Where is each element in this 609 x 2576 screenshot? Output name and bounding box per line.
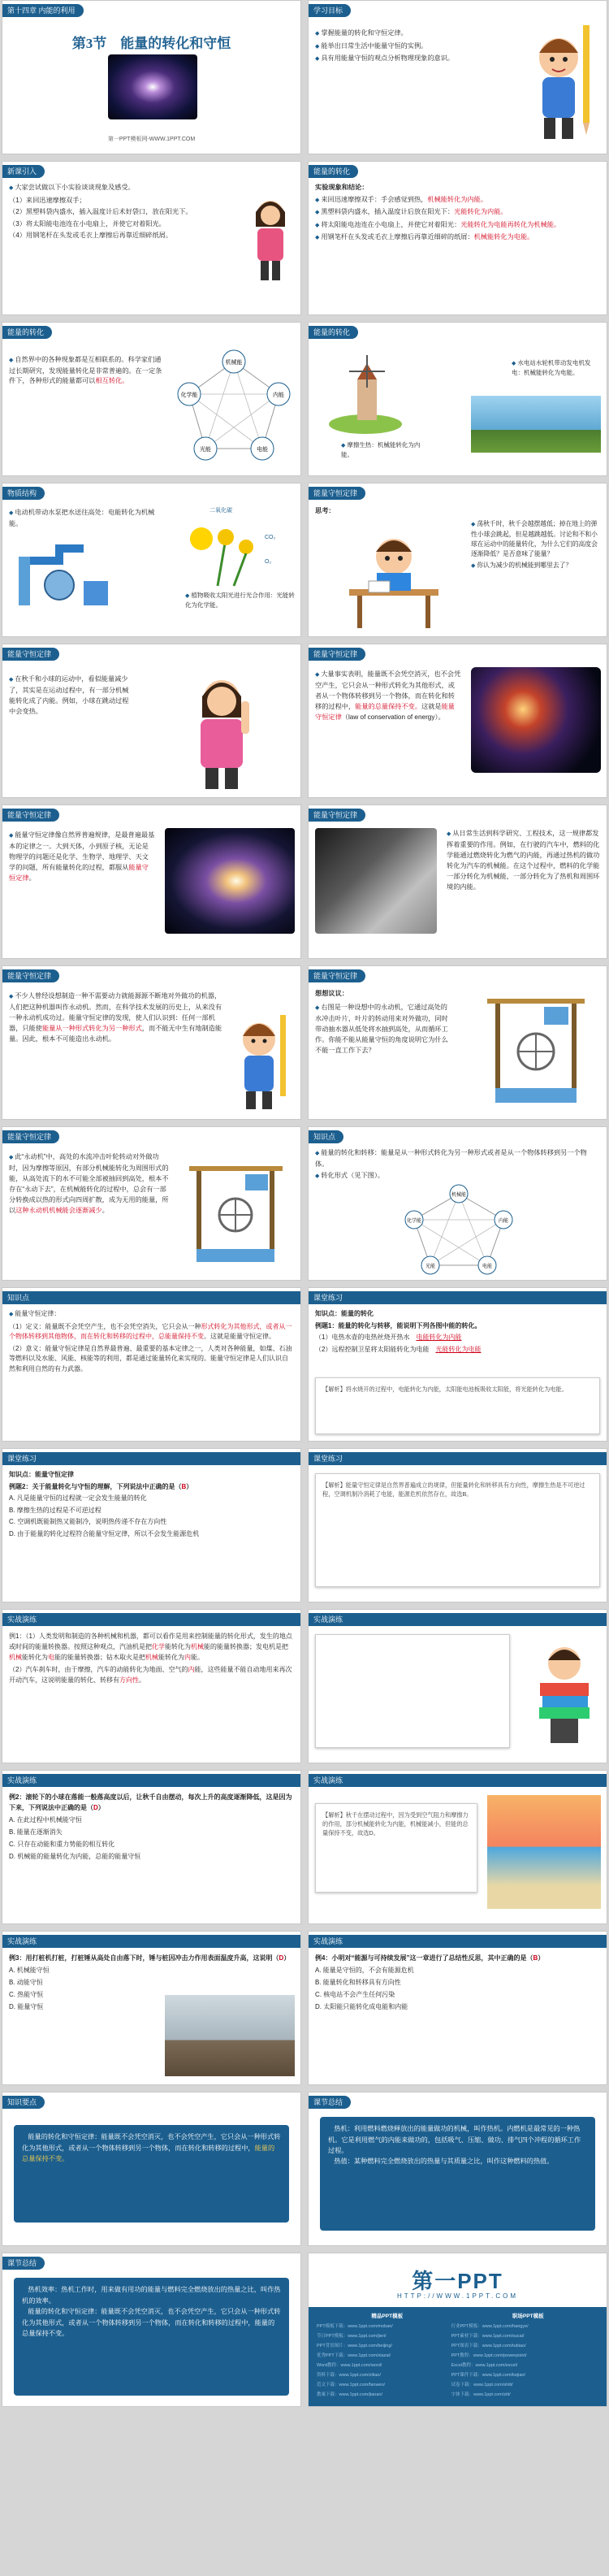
forms-text: ◆ 自然界中的各种现象都是互相联系的。科学家们通过长期研究，发现能量转化是非常普遍的。在一定条件下，各种形式的能量都可以相互转化。: [9, 355, 162, 387]
drill-question: 例1：（1）人类发明和制造的各种机械和机器，都可以看作是用来控制能量的转化形式，发生的地点或时间的能量转换器。按照这种观点，汽油机是把化学能转化为机械能的能量转换器；发电机是把机械能转化为电能的能量转换器；钻木取火是把机械能转化为内能。: [9, 1633, 292, 1661]
slide-row-9: [0, 1287, 609, 1443]
slide-header: 新课引入: [2, 165, 45, 178]
option-d[interactable]: D. 太阳能只能转化成电能和内能: [315, 2003, 408, 2010]
option-d[interactable]: D. 由于能量的转化过程符合能量守恒定律，所以不会发生能源危机: [9, 1529, 200, 1537]
slide-header: 能量守恒定律: [2, 969, 59, 982]
slide-knowledge-2[interactable]: [2, 1287, 301, 1442]
intro-item: （1）来回迅速摩擦双手；: [9, 196, 86, 204]
link-item[interactable]: 节日PPT模板：www.1ppt.com/jieri/: [317, 2334, 387, 2339]
analysis-card: 【解析】秋千在摆动过程中，因为受到空气阻力和摩擦力的作用，部分机械能转化为内能，机械能减小，但能的总量保持不变，故选D。: [315, 1803, 477, 1893]
galaxy-image: [165, 828, 295, 934]
slide-header: 知识点: [309, 1130, 343, 1143]
link-item[interactable]: 行业PPT模板：www.1ppt.com/hangye/: [451, 2324, 529, 2329]
slide-practice-2[interactable]: [2, 1448, 301, 1602]
result-item: ◆ 黑塑料袋内盛水，插入温度计后放在阳光下：光能转化为内能。: [315, 207, 600, 219]
option-d[interactable]: D. 机械能的能量转化为内能，总能的能量守恒: [9, 1853, 141, 1860]
discuss-label: 想想议议：: [315, 990, 348, 997]
knowledge-item: ◆ 转化形式（见下图）。: [315, 1171, 600, 1182]
link-item[interactable]: Word教程：www.1ppt.com/word/: [317, 2363, 382, 2368]
brand-url[interactable]: HTTP://WWW.1PPT.COM: [397, 2292, 518, 2300]
pile-driver-image: [165, 1995, 295, 2076]
intro-item: （4）用钢笔杆在头发或毛衣上摩擦后再靠近细碎纸屑。: [9, 232, 173, 239]
column-title: 精品PPT模板: [371, 2314, 404, 2319]
link-item[interactable]: PPT模板下载：www.1ppt.com/moban/: [317, 2324, 393, 2329]
slide-summary-1[interactable]: [308, 2092, 607, 2246]
option-c[interactable]: C. 热能守恒: [9, 1991, 44, 1998]
slide-energy-forms[interactable]: [2, 322, 301, 476]
option-b[interactable]: B. 摩擦生热的过程是不可逆过程: [9, 1506, 102, 1514]
slide-row-6: [0, 804, 609, 961]
swing-text: ◆ 在秋千和小球的运动中，看似能量减少了，其实是在运动过程中，有一部分机械能转化成了内能。例如，小球在跳动过程中会变热。: [9, 674, 131, 717]
slide-think[interactable]: [308, 483, 607, 637]
galaxy-image: [108, 54, 197, 119]
link-item[interactable]: PPT课件下载：www.1ppt.com/kejian/: [451, 2373, 525, 2378]
analysis-card: [315, 1634, 510, 1748]
link-item[interactable]: PPT教程：www.1ppt.com/powerpoint/: [451, 2353, 527, 2358]
application-text: ◆ 从日常生活到科学研究、工程技术，这一规律都发挥着重要的作用。例如，在行驶的汽车中，燃料的化学能通过燃烧转化为燃气的内能，再通过热机的做功转化为汽车的机械能。在这个过程中，燃料的化学能一部分转化为机械能，一部分转化为了热机和周围环境的内能。: [447, 828, 601, 892]
drill-question: 例4：小明对“能源与可持续发展”这一章进行了总结性反思，其中正确的是（B）: [315, 1954, 545, 1962]
windmill-illustration: [325, 347, 406, 436]
option-c[interactable]: C. 只存在动能和重力势能的相互转化: [9, 1841, 115, 1848]
result-item: ◆ 将太阳能电池连在小电扇上，并使它对着阳光：光能转化为电能再转化为机械能。: [315, 220, 600, 232]
plant-photosynthesis-illustration: [177, 514, 291, 588]
knowledge-item: ◆ 能量的转化和转移：能量是从一种形式转化为另一种形式或者是从一个物体转移到另一个物体。: [315, 1148, 600, 1169]
slide-header: 第十四章 内能的利用: [2, 4, 84, 17]
perpetual-machine-diagram: [471, 991, 601, 1112]
boy-thinking-illustration: [341, 524, 447, 630]
node-internal: 内能: [273, 392, 284, 398]
option-a[interactable]: A. 凡是能量守恒的过程就一定会发生能量的转化: [9, 1494, 147, 1502]
law-significance: （2）意义：能量守恒定律是自然界最普遍、最重要的基本定律之一，人类对各种能量，如煤、石油等燃料以及水能、风能、核能等的利用，都是通过能量转化来实现的。能量守恒定律是人们认识自然和利用自然的有力武器。: [9, 1344, 292, 1373]
option-a[interactable]: A. 机械能守恒: [9, 1967, 50, 1974]
boy-pencil-illustration: [230, 1007, 295, 1112]
slide-title[interactable]: [2, 0, 301, 154]
slide-discuss[interactable]: [308, 965, 607, 1120]
intro-item: ◆ 大家尝试做以下小实验谈谈现象及感受。: [9, 183, 244, 194]
slide-summary-2[interactable]: [2, 2253, 301, 2407]
link-item[interactable]: 试卷下载：www.1ppt.com/shiti/: [451, 2383, 513, 2387]
slide-header: 实战演练: [2, 1935, 300, 1948]
practice-label: 知识点：能量守恒定律: [9, 1471, 74, 1478]
node-chemical: 化学能: [406, 1219, 422, 1224]
slide-header: 能量守恒定律: [309, 648, 365, 661]
slide-goals[interactable]: [308, 0, 607, 154]
slide-title-text: 第3节 能量的转化和守恒: [71, 36, 231, 51]
law-definition: （1）定义：能量既不会凭空产生，也不会凭空消失，它只会从一种形式转化为其他形式，或者从一个物体转移到其他物体，而在转化和转移的过程中，总能量保持不变。这就是能量守恒定律。: [9, 1322, 292, 1340]
drill-question: 例3：用打桩机打桩，打桩锤从高处自由落下时，锤与桩因冲击力作用表面温度升高，这说明（D）: [9, 1954, 291, 1962]
links-panel: [309, 2307, 607, 2406]
practice-q1: （1）电热水壶的电热丝烧开热水 电能转化为内能: [315, 1334, 462, 1341]
slide-perpetual[interactable]: [2, 965, 301, 1120]
slide-perpetual-answer[interactable]: [2, 1126, 301, 1281]
node-mechanical: 机械能: [225, 360, 243, 366]
slide-header: 能量守恒定律: [2, 1130, 59, 1143]
slide-drill-2[interactable]: [2, 1770, 301, 1924]
node-light: 光能: [200, 447, 211, 453]
slide-drill-3[interactable]: [2, 1931, 301, 2085]
co2-label: 二氧化碳: [209, 508, 232, 514]
drill-question: 例2：滚轮下的小球在落能一般落高度以后，让秋千自由摆动，每次上升的高度逐渐降低，这是因为下来，下列说法中正确的是（D）: [9, 1793, 292, 1811]
answer-text: ◆ 此“永动机”中，高处的水流冲击叶轮转动对外做功时，因为摩擦等原因，有部分机械能转化为周围形式的能，从高处流下的水不可能全部被抽回到高处，根本不存在“永动下去”，在机械能转化的过程中，总会有一部分转换成以热的形式向四周扩散，成为无用的能量，所以这种永动机机械能会逐渐减少。: [9, 1151, 171, 1216]
slide-practice-2-analysis[interactable]: [308, 1448, 607, 1602]
node-light: 光能: [425, 1264, 436, 1269]
link-item[interactable]: 资料下载：www.1ppt.com/ziliao/: [317, 2373, 381, 2378]
dam-image: [471, 396, 601, 453]
analysis-card: 【解析】将水烧开的过程中，电能转化为内能，太阳能电池板吸收太阳能，将光能转化为电能。: [315, 1377, 600, 1434]
o2-formula: O₂: [265, 559, 272, 565]
summary-item: ◆ 热机效率：热机工作时，用来做有用功的能量与燃料完全燃烧放出的热量之比，叫作热机的效率。: [22, 2284, 281, 2306]
slide-drill-4[interactable]: [308, 1931, 607, 2085]
brand-logo: 第一PPT: [412, 2269, 503, 2293]
summary-box: [320, 2117, 595, 2231]
water-pump-illustration: [11, 540, 116, 614]
slide-header: 实战演练: [309, 1774, 607, 1787]
slide-header: 学习目标: [309, 4, 351, 17]
summary-item: ◆ 热值：某种燃料完全燃烧放出的热量与其质量之比，叫作这种燃料的热值。: [328, 2156, 587, 2167]
option-b[interactable]: B. 动能守恒: [9, 1979, 43, 1986]
slide-row-13: [0, 1931, 609, 2087]
slide-practice-1[interactable]: [308, 1287, 607, 1442]
slide-swing[interactable]: [2, 644, 301, 798]
link-item[interactable]: PPT素材下载：www.1ppt.com/sucai/: [451, 2334, 525, 2339]
goal-item: ◆ 具有用能量守恒的观点分析物理现象的意识。: [315, 54, 517, 65]
slide-universal-law[interactable]: [2, 804, 301, 959]
slide-header: 能量的转化: [2, 326, 52, 339]
slide-header: 能量的转化: [309, 165, 358, 178]
option-c[interactable]: C. 空调机既能制热又能制冷，说明热传递不存在方向性: [9, 1518, 167, 1525]
slide-row-7: [0, 965, 609, 1121]
key-point: ◆ 能量的转化和守恒定律：能量既不会凭空消灭，也不会凭空产生，它只会从一种形式转化为其他形式，或者从一个物体转移到另一个物体，而在转化和转移的过程中，能量的总量保持不变。: [22, 2131, 281, 2164]
practice-q2: （2）远程控制卫星将太阳能转化为电能 光能转化为电能: [315, 1345, 482, 1353]
think-item: ◆ 荡秋千时，秋千会越摆越低；掉在地上的弹性小球会跳起，但是越跳越低。讨论和不和小球在运动中的能量转化，为什么它们的高度会逐渐降低？是否意味了能量？: [471, 519, 600, 559]
slide-header: 实战演练: [2, 1774, 300, 1787]
slide-ad[interactable]: [308, 2253, 607, 2407]
option-c[interactable]: C. 核电站不会产生任何污染: [315, 1991, 395, 1998]
slide-header: 知识要点: [2, 2096, 45, 2109]
practice-question: 例题1：能量的转化与转移，能说明下列各图中能的转化。: [315, 1321, 482, 1329]
slide-application[interactable]: [308, 804, 607, 959]
key-points-box: [14, 2125, 289, 2223]
link-item[interactable]: 教案下载：www.1ppt.com/jiaoan/: [317, 2392, 382, 2397]
footer-text: 第一PPT模板网-WWW.1PPT.COM: [107, 137, 196, 142]
column-title: 职场PPT模板: [512, 2314, 544, 2319]
link-item[interactable]: Excel教程：www.1ppt.com/excel/: [451, 2363, 518, 2368]
intro-item: （2）黑塑料袋内盛水，插入温度计后术好袋口，放在阳光下。: [9, 208, 192, 215]
node-chemical: 化学能: [180, 392, 198, 398]
intro-item: （3）将太阳能电池连在小电扇上，并使它对着阳光。: [9, 219, 166, 228]
link-list: [317, 2322, 598, 2397]
summary-item: ◆ 热机：利用燃料燃烧释放出的能量做功的机械，叫作热机。内燃机是最常见的一种热机。它是利用燃气的内能来做功的，包括吸气、压缩、做功、排气四个冲程的循环工作过程。: [328, 2123, 587, 2156]
slide-header: 课堂练习: [2, 1452, 300, 1465]
slide-row-8: [0, 1126, 609, 1282]
drill-question-2: （2）汽车刹车时，由于摩擦，汽车的动能转化为地面、空气的内能，这些能量不能自动地用来再次开动汽车，这说明能量的转化、转移有方向性。: [9, 1666, 292, 1684]
option-b[interactable]: B. 能量转化和转移具有方向性: [315, 1979, 401, 1986]
perpetual-machine-diagram: [177, 1160, 295, 1273]
student-books-illustration: [528, 1634, 601, 1748]
teacher-illustration: [173, 669, 270, 791]
slide-header: 课堂练习: [309, 1452, 607, 1465]
caption-friction: ◆ 摩擦生热：机械能转化为内能。: [341, 440, 430, 459]
perpetual-text: ◆ 不少人曾经设想制造一种不需要动力就能源源不断地对外做功的机器，人们把这种机器叫作永动机。然而，在科学技术发展的历史上，从来没有一种永动机成功过。能量守恒定律的发现，使人们认识到：任何一部机器，只能使能量从一种形式转化为另一种形式，而不能无中生有地制造能量。因此，根本不可能造出永动机。: [9, 991, 224, 1044]
practice-question: 例题2：关于能量转化与守恒的理解，下列说法中正确的是（B）: [9, 1482, 193, 1490]
slide-drill-1[interactable]: [2, 1609, 301, 1763]
slide-row-4: [0, 483, 609, 639]
slide-header: 知识点: [2, 1291, 300, 1304]
plant-item: ◆ 植物吸收太阳光进行光合作用：光能转化为化学能。: [185, 591, 295, 609]
link-item[interactable]: PPT图表下载：www.1ppt.com/tubiao/: [451, 2344, 526, 2348]
slide-row-2: [0, 161, 609, 317]
slide-row-10: [0, 1448, 609, 1604]
slide-key-points[interactable]: [2, 2092, 301, 2246]
slide-header: 能量守恒定律: [309, 969, 365, 982]
slide-intro[interactable]: [2, 161, 301, 315]
link-item[interactable]: PPT背景图片：www.1ppt.com/beijing/: [317, 2344, 392, 2348]
discuss-text: ◆ 右图是一种设想中的永动机，它通过高处的水冲击叶片，叶片的转动用来对外做功，同时带动抽水器从低处将水抽到高处，从而循环工作。你能不能从能量守恒的角度说明它为什么不能一直工作下去？: [315, 1002, 453, 1056]
practice-label: 知识点：能量的转化: [315, 1310, 374, 1317]
beach-swing-image: [487, 1795, 601, 1909]
galaxy-image: [471, 667, 601, 773]
slide-header: 实战演练: [309, 1613, 607, 1626]
slide-row-1: [0, 0, 609, 156]
energy-pentagon-diagram: [398, 1184, 520, 1277]
slide-matter[interactable]: [2, 483, 301, 637]
slide-row-12: [0, 1770, 609, 1926]
goal-item: ◆ 掌握能量的转化和守恒定律。: [315, 28, 517, 40]
slide-header: 能量守恒定律: [309, 487, 365, 500]
slide-row-3: [0, 322, 609, 478]
option-b[interactable]: B. 能量在逐渐消失: [9, 1828, 63, 1836]
analysis-card: 【解析】能量守恒定律是自然界普遍成立的规律，但能量转化和转移具有方向性，摩擦生热是不可逆过程，空调机制冷消耗了电能，能源危机依然存在，故选B。: [315, 1473, 600, 1587]
slide-knowledge-1[interactable]: [308, 1126, 607, 1281]
slide-row-11: [0, 1609, 609, 1765]
think-item: ◆ 你认为减少的机械能到哪里去了？: [471, 561, 600, 571]
node-electric: 电能: [257, 447, 268, 453]
link-item[interactable]: 优秀PPT下载：www.1ppt.com/xiazai/: [317, 2353, 391, 2358]
boy-pencil-illustration: [526, 17, 599, 147]
slide-header: 能量守恒定律: [2, 648, 59, 661]
slide-conversion-results[interactable]: [308, 161, 607, 315]
link-item[interactable]: 字体下载：www.1ppt.com/ziti/: [451, 2392, 511, 2397]
slide-row-15: [0, 2253, 609, 2409]
result-item: ◆ 用钢笔杆在头发或毛衣上摩擦后再靠近细碎的纸屑：机械能转化为电能。: [315, 232, 600, 244]
slide-drill-2-analysis[interactable]: [308, 1770, 607, 1924]
slide-header: 课节总结: [309, 2096, 351, 2109]
goal-item: ◆ 能举出日常生活中能量守恒的实例。: [315, 41, 517, 53]
node-electric: 电能: [482, 1264, 493, 1269]
car-image: [315, 828, 437, 934]
slide-drill-1-analysis[interactable]: [308, 1609, 607, 1763]
slide-header: 能量的转化: [309, 326, 358, 339]
slide-row-14: [0, 2092, 609, 2248]
slide-header: 能量守恒定律: [309, 809, 365, 822]
slide-header: 能量守恒定律: [2, 809, 59, 822]
law-label: ◆ 能量守恒定律：: [9, 1309, 294, 1321]
result-item: ◆ 来回迅速摩擦双手：手会感觉到热，机械能转化为内能。: [315, 195, 600, 206]
results-intro: 实验现象和结论：: [315, 184, 369, 191]
think-label: 思考：: [315, 507, 335, 514]
node-internal: 内能: [498, 1219, 509, 1224]
slide-conversion-examples[interactable]: [308, 322, 607, 476]
option-a[interactable]: A. 能量是守恒的，不会有能源危机: [315, 1967, 414, 1974]
slide-header: 课堂练习: [309, 1291, 607, 1304]
slide-header: 实战演练: [309, 1935, 607, 1948]
slide-row-5: [0, 644, 609, 800]
slide-header: 实战演练: [2, 1613, 300, 1626]
caption-hydro: ◆ 水电站水轮机带动发电机发电：机械能转化为电能。: [512, 358, 601, 377]
option-a[interactable]: A. 在此过程中机械能守恒: [9, 1816, 82, 1824]
summary-box: [14, 2278, 289, 2396]
slide-header: 课节总结: [2, 2257, 45, 2270]
slide-header: 物质结构: [2, 487, 45, 500]
law-text: ◆ 大量事实表明，能量既不会凭空消灭，也不会凭空产生，它只会从一种形式转化为其他形式，或者从一个物体转移到另一个物体，而在转化和转移的过程中，能量的总量保持不变。这就是能量守恒定律（law of conservation of energy）。: [315, 669, 461, 722]
summary-item: ◆ 能量的转化和守恒定律：能量既不会凭空消灭，也不会凭空产生，它只会从一种形式转化为其他形式，或者从一个物体转移到另一个物体，而在转化和转移的过程中，能量的总量保持不变。: [22, 2306, 281, 2339]
slide-conservation-law[interactable]: [308, 644, 607, 798]
universal-text: ◆ 能量守恒定律像自然界普遍规律，是最普遍最基本的定律之一。大到天体，小到原子核，无论是物理学的问题还是化学、生物学、地理学、天文学的问题，所有能量转化的过程，都服从能量守恒定律。: [9, 830, 155, 883]
co2-formula: CO₂: [265, 535, 276, 540]
option-d[interactable]: D. 能量守恒: [9, 2003, 44, 2010]
link-item[interactable]: 范文下载：www.1ppt.com/fanwen/: [317, 2383, 386, 2387]
pump-item: ◆ 电动机带动水泵把水送往高处：电能转化为机械能。: [9, 508, 155, 529]
girl-illustration: [246, 194, 295, 284]
node-mechanical: 机械能: [451, 1193, 467, 1198]
energy-pentagon-diagram: [173, 347, 295, 469]
